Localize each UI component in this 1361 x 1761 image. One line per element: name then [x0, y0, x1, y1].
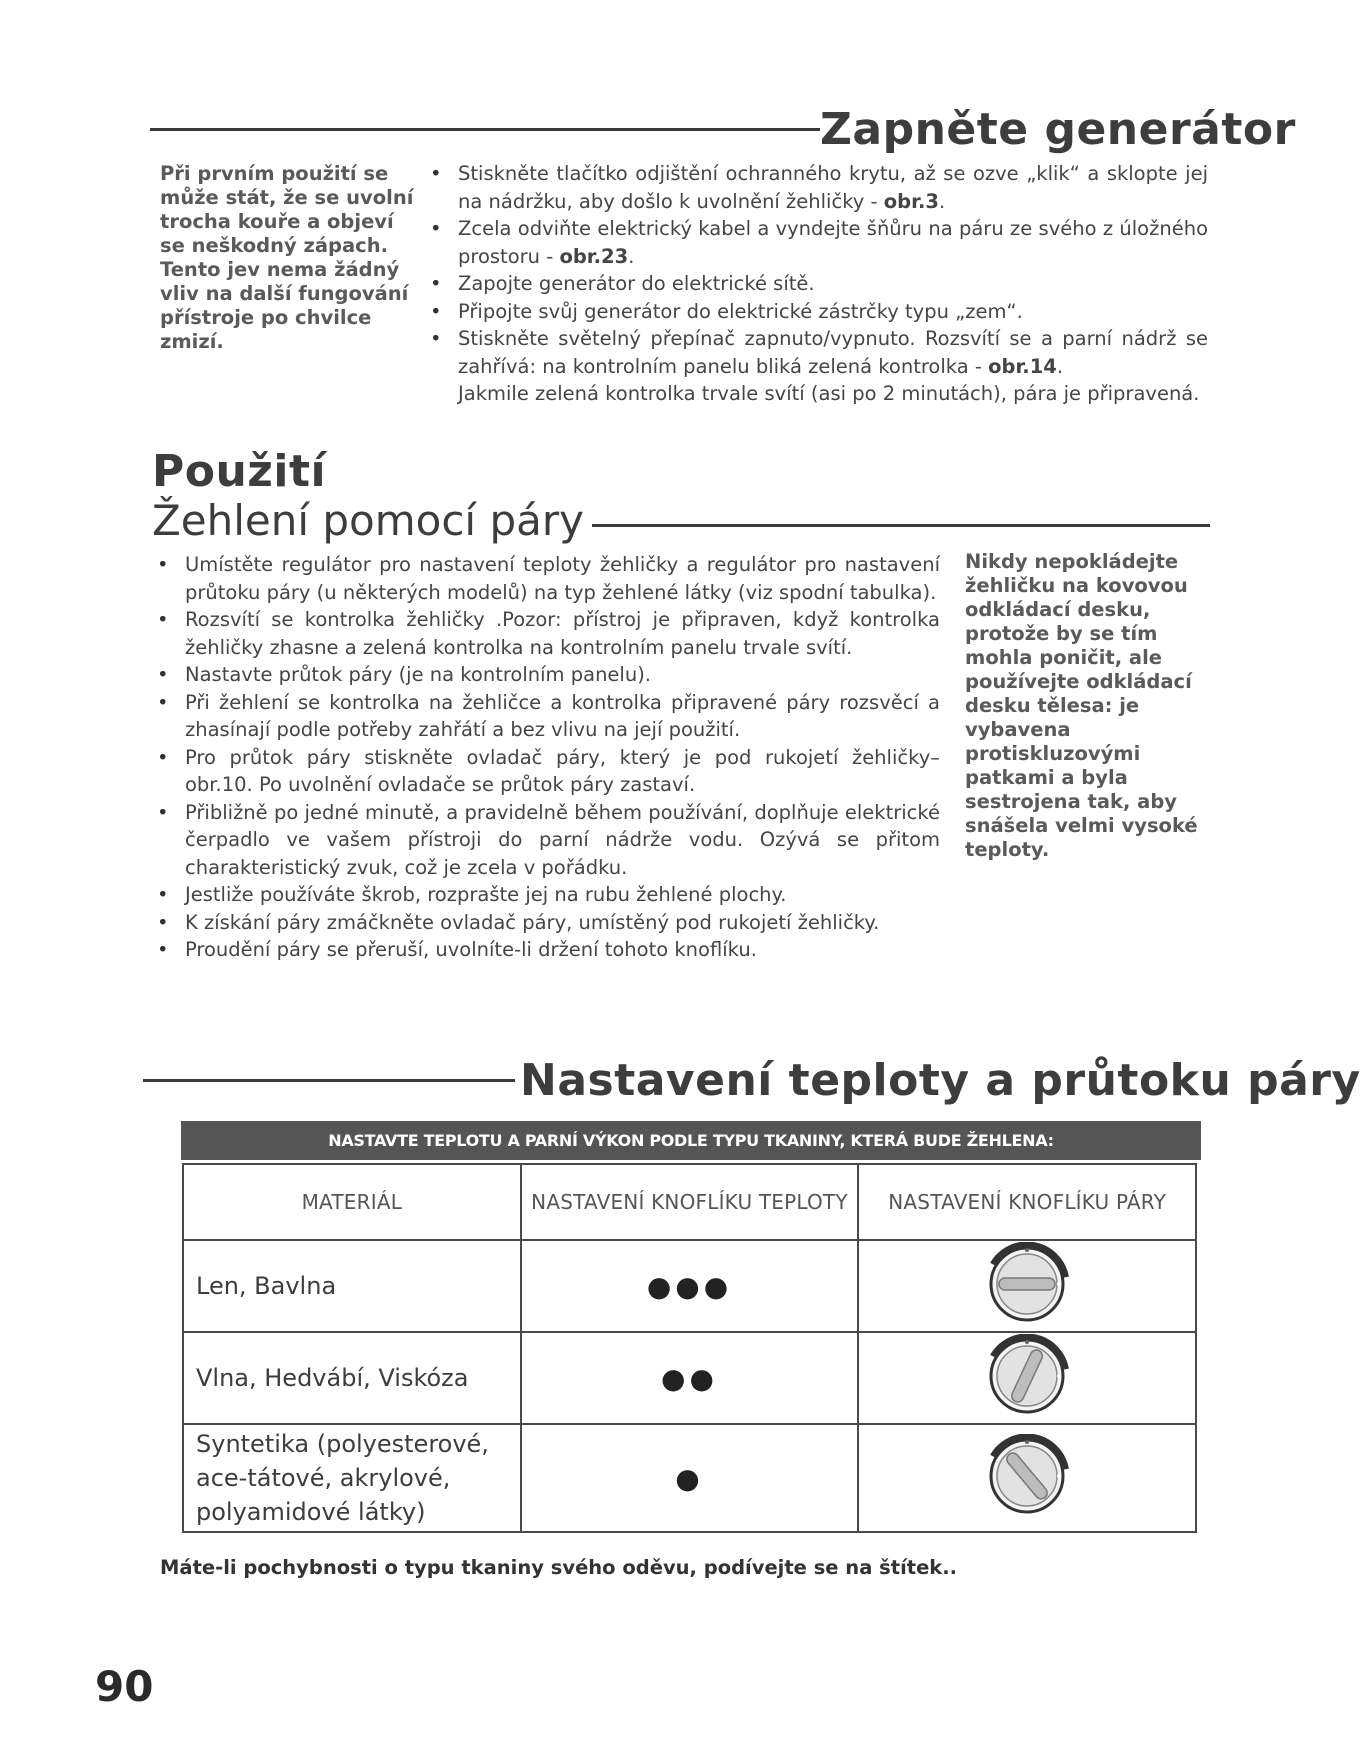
list-item: • Jestliže používáte škrob, rozprašte jej na rubu žehlené plochy.	[155, 881, 940, 909]
section1-title: Zapněte generátor	[820, 104, 1296, 155]
section1-rule	[150, 128, 820, 131]
section2-body	[155, 551, 940, 964]
list-item	[428, 270, 1208, 298]
list-item-end: .	[938, 189, 946, 213]
material-cell: Vlna, Hedvábí, Viskóza	[183, 1332, 521, 1424]
list-item: • Umístěte regulátor pro nastavení teploty žehličky a regulátor pro nastavení průtoku páry (u některých modelů) na typ žehlené látky (viz spodní tabulka).	[155, 551, 940, 606]
table-footnote: Máte-li pochybnosti o typu tkaniny svého oděvu, podívejte se na štítek..	[160, 1556, 958, 1579]
steam-knob-cell	[858, 1332, 1196, 1424]
section3-title: Nastavení teploty a průtoku páry	[520, 1055, 1361, 1106]
knob-pointer	[999, 1278, 1055, 1290]
temperature-dots: ●●	[521, 1332, 859, 1424]
list-item-text: Zcela odviňte elektrický kabel a vyndejte šňůru na páru ze svého z úložného prostoru -	[458, 217, 1208, 268]
page-number: 90	[95, 1662, 154, 1711]
list-item: • Nastavte průtok páry (je na kontrolním panelu).	[155, 661, 940, 689]
steam-knob-icon	[979, 1434, 1075, 1518]
table-row	[183, 1332, 1196, 1424]
section1-bullets	[428, 160, 1208, 380]
section3-rule	[143, 1079, 515, 1082]
section2-note: Nikdy nepokládejte žehličku na kovovou odkládací desku, protože by se tím mohla poničit, ale používejte odkládací desku tělesa: je vybavena protiskluzovými patkami a byla sestrojena tak, aby snášela velmi vysoké teploty.	[965, 550, 1198, 861]
column-header-material: MATERIÁL	[183, 1164, 521, 1240]
column-header-temperature: NASTAVENÍ KNOFLÍKU TEPLOTY	[521, 1164, 859, 1240]
figure-reference: obr.14	[988, 354, 1057, 378]
knob-tick-right	[1057, 1474, 1061, 1478]
list-item	[428, 215, 1208, 270]
temperature-dots: ●●●	[521, 1240, 859, 1332]
knob-tick-right	[1057, 1374, 1061, 1378]
table-column-header-row	[183, 1164, 1196, 1240]
temperature-dots: ●	[521, 1424, 859, 1532]
column-header-steam: NASTAVENÍ KNOFLÍKU PÁRY	[858, 1164, 1196, 1240]
section2-rule	[592, 524, 1210, 527]
steam-knob-cell	[858, 1424, 1196, 1532]
knob-tick-top	[1025, 1248, 1029, 1252]
list-item-text: Stiskněte světelný přepínač zapnuto/vypnuto. Rozsvítí se a parní nádrž se zahřívá: na kontrolním panelu bliká zelená kontrolka -	[458, 327, 1208, 378]
list-item: • K získání páry zmáčkněte ovladač páry, umístěný pod rukojetí žehličky.	[155, 909, 940, 937]
table-row	[183, 1424, 1196, 1532]
knob-tick-right	[1057, 1282, 1061, 1286]
list-item-end: .	[628, 244, 635, 268]
list-item	[428, 298, 1208, 326]
steam-knob-icon	[979, 1334, 1075, 1418]
list-item: • Proudění páry se přeruší, uvolníte-li držení tohoto knoflíku.	[155, 936, 940, 964]
knob-tick-top	[1025, 1340, 1029, 1344]
material-cell: Syntetika (polyesterové, ace-tátové, akrylové, polyamidové látky)	[183, 1424, 521, 1532]
list-item: • Pro průtok páry stiskněte ovladač páry, který je pod rukojetí žehličky– obr.10. Po uvolnění ovladače se průtok páry zastaví.	[155, 744, 940, 799]
list-item-text: Zapojte generátor do elektrické sítě.	[458, 272, 815, 295]
section2-title-sub: Žehlení pomocí páry	[152, 496, 584, 545]
steam-knob-cell	[858, 1240, 1196, 1332]
list-item	[428, 160, 1208, 215]
knob-tick-top	[1025, 1440, 1029, 1444]
list-item-text: Připojte svůj generátor do elektrické zástrčky typu „zem“.	[458, 299, 1023, 323]
figure-reference: obr.3	[883, 189, 939, 213]
list-item-text: Stiskněte tlačítko odjištění ochranného krytu, až se ozve „klik“ a sklopte jej na nádržku, aby došlo k uvolnění žehličky -	[458, 162, 1208, 213]
section2-bullets	[155, 551, 940, 964]
list-item-end: .	[1056, 354, 1064, 378]
steam-knob-icon	[979, 1242, 1075, 1326]
section1-note: Při prvním použití se může stát, že se uvolní trocha kouře a objeví se neškodný zápach. Tento jev nema žádný vliv na další fungování přístroje po chvilce zmizí.	[160, 162, 414, 353]
list-item	[428, 325, 1208, 380]
section1-trailing: Jakmile zelená kontrolka trvale svítí (asi po 2 minutách), pára je připravená.	[458, 382, 1200, 405]
list-item: • Přibližně po jedné minutě, a pravidelně během používání, doplňuje elektrické čerpadlo ve vašem přístroji do parní nádrže vodu. Ozývá se přitom charakteristický zvuk, což je zcela v pořádku.	[155, 799, 940, 882]
list-item: • Rozsvítí se kontrolka žehličky .Pozor: přístroj je připraven, když kontrolka žehličky zhasne a zelená kontrolka na kontrolním panelu trvale svítí.	[155, 606, 940, 661]
list-item: • Při žehlení se kontrolka na žehličce a kontrolka připravené páry rozsvěcí a zhasínají podle potřeby zahřátí a bez vlivu na její použití.	[155, 689, 940, 744]
figure-reference: obr.23	[559, 244, 629, 268]
table-header-bar: NASTAVTE TEPLOTU A PARNÍ VÝKON PODLE TYPU TKANINY, KTERÁ BUDE ŽEHLENA:	[181, 1121, 1201, 1160]
table-row	[183, 1240, 1196, 1332]
knob-pointer-bar	[999, 1278, 1055, 1290]
settings-table	[182, 1163, 1197, 1533]
section2-title-main: Použití	[152, 446, 327, 497]
section1-body	[428, 160, 1208, 408]
material-cell: Len, Bavlna	[183, 1240, 521, 1332]
